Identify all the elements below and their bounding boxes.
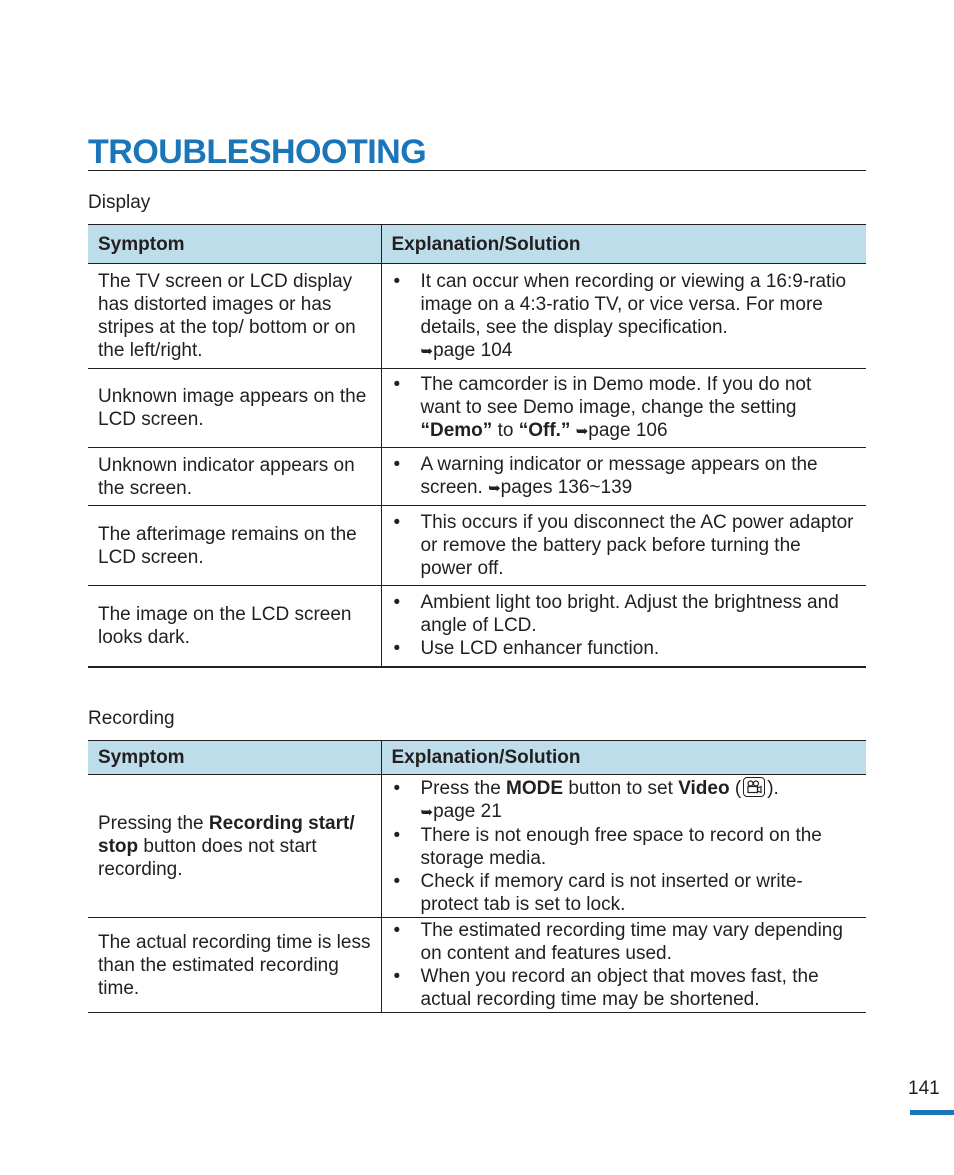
bullet-icon: • bbox=[393, 824, 401, 846]
page-ref-arrow-icon: ➥ bbox=[575, 423, 589, 440]
solution-cell bbox=[381, 448, 866, 506]
solution-item: • Check if memory card is not inserted or write-protect tab is set to lock. bbox=[393, 870, 803, 915]
bullet-icon: • bbox=[393, 374, 401, 395]
bullet-icon: • bbox=[393, 592, 401, 614]
page-reference: page 104 bbox=[433, 339, 513, 361]
symptom-cell: The TV screen or LCD display has distorted images or has stripes at the top/ bottom or on the left/right. bbox=[88, 264, 381, 369]
table-header-row bbox=[88, 741, 866, 775]
solution-cell bbox=[381, 775, 866, 918]
symptom-cell: The actual recording time is less than the estimated recording time. bbox=[88, 918, 381, 1013]
symptom-cell: Unknown indicator appears on the screen. bbox=[88, 448, 381, 506]
table-row bbox=[88, 918, 866, 1013]
page-reference: pages 136~139 bbox=[500, 477, 633, 498]
solution-item: • A warning indicator or message appears on the screen. ➥pages 136~139 bbox=[393, 454, 818, 498]
solution-item: • Use LCD enhancer function. bbox=[393, 638, 660, 660]
solution-item: • It can occur when recording or viewing a 16:9-ratio image on a 4:3-ratio TV, or vice versa. For more details, see the display specification. ➥page 104 bbox=[393, 270, 847, 361]
bullet-icon: • bbox=[393, 777, 401, 799]
solution-cell bbox=[381, 506, 866, 586]
col-header-solution: Explanation/Solution bbox=[381, 225, 866, 264]
bullet-icon: • bbox=[393, 920, 401, 941]
display-table bbox=[88, 224, 866, 668]
bullet-icon: • bbox=[393, 870, 401, 892]
solution-cell bbox=[381, 264, 866, 369]
symptom-cell: Unknown image appears on the LCD screen. bbox=[88, 369, 381, 448]
page-number: 141 bbox=[908, 1078, 940, 1099]
table-header-row bbox=[88, 225, 866, 264]
col-header-symptom: Symptom bbox=[88, 225, 381, 264]
solution-item: • The camcorder is in Demo mode. If you do not want to see Demo image, change the setting “Demo” to “Off.” ➥page 106 bbox=[393, 374, 812, 441]
page-ref-arrow-icon: ➥ bbox=[420, 803, 434, 821]
page-number-bar bbox=[910, 1110, 954, 1115]
solution-item: • When you record an object that moves fast, the actual recording time may be shortened. bbox=[393, 966, 819, 1010]
table-row bbox=[88, 775, 866, 918]
symptom-cell: The afterimage remains on the LCD screen. bbox=[88, 506, 381, 586]
page-reference: page 106 bbox=[588, 420, 668, 441]
table-row bbox=[88, 369, 866, 448]
solution-item: • This occurs if you disconnect the AC power adaptor or remove the battery pack before turning the power off. bbox=[393, 512, 854, 579]
bullet-icon: • bbox=[393, 454, 401, 475]
col-header-solution: Explanation/Solution bbox=[381, 741, 866, 775]
title-block bbox=[88, 131, 866, 171]
solution-item: • There is not enough free space to record on the storage media. bbox=[393, 824, 822, 869]
table-row bbox=[88, 264, 866, 369]
symptom-cell: Pressing the Recording start/ stop button does not start recording. bbox=[88, 775, 381, 918]
symptom-cell: The image on the LCD screen looks dark. bbox=[88, 586, 381, 667]
solution-cell bbox=[381, 918, 866, 1013]
bullet-icon: • bbox=[393, 966, 401, 987]
page-ref-arrow-icon: ➥ bbox=[488, 480, 501, 497]
solution-cell bbox=[381, 369, 866, 448]
section-title-recording: Recording bbox=[88, 708, 175, 729]
bullet-icon: • bbox=[393, 270, 401, 292]
table-row bbox=[88, 448, 866, 506]
table-row bbox=[88, 586, 866, 667]
col-header-symptom: Symptom bbox=[88, 741, 381, 775]
section-title-display: Display bbox=[88, 192, 151, 213]
page-reference: page 21 bbox=[433, 800, 502, 822]
solution-item: • Press the MODE button to set Video ( ). ➥page 21 bbox=[393, 777, 779, 822]
video-camera-icon bbox=[743, 777, 765, 797]
bullet-icon: • bbox=[393, 512, 401, 533]
page-ref-arrow-icon: ➥ bbox=[420, 342, 434, 360]
recording-table bbox=[88, 740, 866, 1013]
solution-item: • Ambient light too bright. Adjust the brightness and angle of LCD. bbox=[393, 592, 839, 637]
solution-cell bbox=[381, 586, 866, 667]
solution-item: • The estimated recording time may vary depending on content and features used. bbox=[393, 920, 843, 964]
table-row bbox=[88, 506, 866, 586]
bullet-icon: • bbox=[393, 638, 401, 660]
page-title: TROUBLESHOOTING bbox=[88, 133, 427, 171]
